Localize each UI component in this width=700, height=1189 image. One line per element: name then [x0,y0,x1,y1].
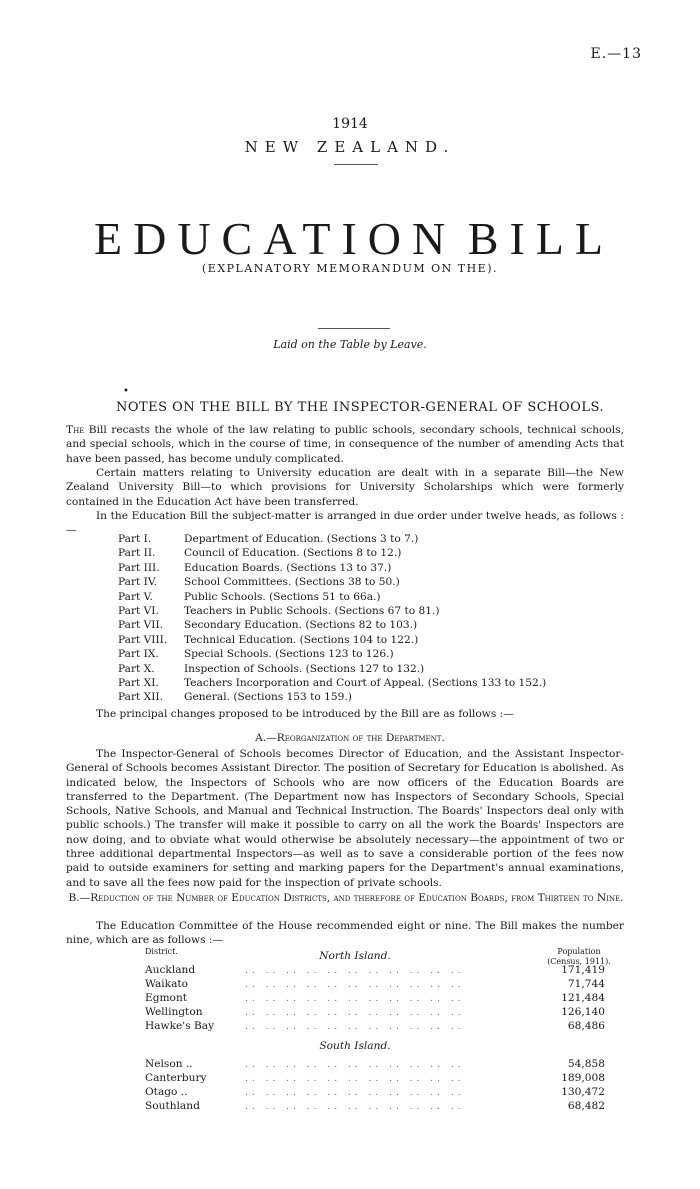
paragraph-lead: The [66,424,85,436]
list-item: Part IV. School Committees. (Sections 38 to 50.) [118,576,400,589]
paragraph-intro [66,423,624,466]
list-item: Part VI. Teachers in Public Schools. (Sections 67 to 81.) [118,605,440,618]
list-item: Part I. Department of Education. (Sections 3 to 7.) [118,533,419,545]
section-b-heading: B.—Reduction of the Number of Education Districts, and therefore of Education Boards, from Thirteen to Nine. [68,892,624,904]
title-word-bill: BILL [467,213,614,264]
table-row: Southland .. .. .. .. .. .. .. .. .. .. .. 68,482 [145,1100,605,1112]
paragraph-text: Bill recasts the whole of the law relating to public schools, secondary schools, technical schools, and special schools, which in the course of time, in consequence of the number of amending Acts that have been passed, has become unduly complicated. [66,424,624,465]
table-row: Egmont .. .. .. .. .. .. .. .. .. .. .. 121,484 [145,992,605,1004]
document-subtitle: (EXPLANATORY MEMORANDUM ON THE). [202,262,498,275]
list-item: Part VIII. Technical Education. (Sections 104 to 122.) [118,633,419,646]
list-item: Part III. Education Boards. (Sections 13 to 37.) [118,561,392,574]
table-row: Nelson .. .. .. .. .. .. .. .. .. .. .. .. 54,858 [145,1058,605,1070]
north-island-label: North Island. [319,950,391,962]
principal-changes-intro: The principal changes proposed to be introduced by the Bill are as follows :— [96,708,514,720]
table-row: Otago .. .. .. .. .. .. .. .. .. .. .. .. 130,472 [145,1086,605,1098]
section-a-heading: A.—Reorganization of the Department. [255,732,445,744]
list-item: Part V. Public Schools. (Sections 51 to 66a.) [118,590,381,603]
list-item: Part IX. Special Schools. (Sections 123 to 126.) [118,648,394,661]
districts-table [145,947,611,1113]
column-population: Population (Census, 1911). [547,947,611,966]
list-item: Part XI. Teachers Incorporation and Court of Appeal. (Sections 133 to 152.) [118,677,547,690]
table-row: Waikato .. .. .. .. .. .. .. .. .. .. .. 71,744 [145,978,605,990]
table-row: Auckland .. .. .. .. .. .. .. .. .. .. .. 171,419 [145,964,605,976]
table-row: Wellington .. .. .. .. .. .. .. .. .. .. .. 126,140 [145,1006,605,1018]
table-row: Canterbury .. .. .. .. .. .. .. .. .. .. .. 189,008 [145,1072,605,1084]
divider-rule [334,164,378,165]
list-item: Part X. Inspection of Schools. (Sections 127 to 132.) [118,662,425,675]
column-district: District. [145,947,178,956]
document-year: 1914 [332,116,368,132]
list-item: Part VII. Secondary Education. (Sections 82 to 103.) [118,619,418,632]
list-item: Part XII. General. (Sections 153 to 159.) [118,691,352,704]
list-item: Part II. Council of Education. (Sections 8 to 12.) [118,547,402,560]
page-reference: E.—13 [590,46,642,62]
notes-heading: NOTES ON THE BILL BY THE INSPECTOR-GENERAL OF SCHOOLS. [115,400,605,415]
document-title [94,212,614,265]
divider-rule [318,328,390,329]
section-a-body: The Inspector-General of Schools becomes Director of Education, and the Assistant Inspector-General of Schools becomes Assistant Director. The position of Secretary for Education is abolished. As indicated below, the Inspectors of Schools who are now officers of the Education Boards are transferred to the Department. (The Department now has Inspectors of Secondary Schools, Special Schools, Native Schools, and Manual and Technical Instruction. The Boards' Inspectors deal only with public schools.) The transfer will make it possible to carry on all the work the Boards' Inspectors are now doing, and to obviate what would otherwise be absolutely necessary—the appointment of two or three additional departmental Inspectors—as well as to save a considerable portion of the fees now paid to outside examiners for setting and marking papers for the Department's annual examinations, and to save all the fees now paid for the inspection of private schools. [66,748,624,889]
paragraph-arrangement: In the Education Bill the subject-matter is arranged in due order under twelve heads, as follows :— [66,510,624,537]
paragraph-university: Certain matters relating to University education are dealt with in a separate Bill—the New Zealand University Bill—to which provisions for University Scholarships which were formerly contained in the Education Act have been transferred. [66,467,624,508]
laid-on-table-note: Laid on the Table by Leave. [273,338,427,351]
south-island-label: South Island. [319,1040,391,1052]
country-heading: NEW ZEALAND. [244,138,456,156]
parts-list [118,532,618,705]
table-row: Hawke's Bay .. .. .. .. .. .. .. .. .. .. .. 68,486 [145,1020,605,1032]
section-b-body: The Education Committee of the House recommended eight or nine. The Bill makes the number nine, which are as follows :— [66,920,624,947]
title-word-education: EDUCATION [94,213,457,264]
stray-mark: • [123,386,129,397]
